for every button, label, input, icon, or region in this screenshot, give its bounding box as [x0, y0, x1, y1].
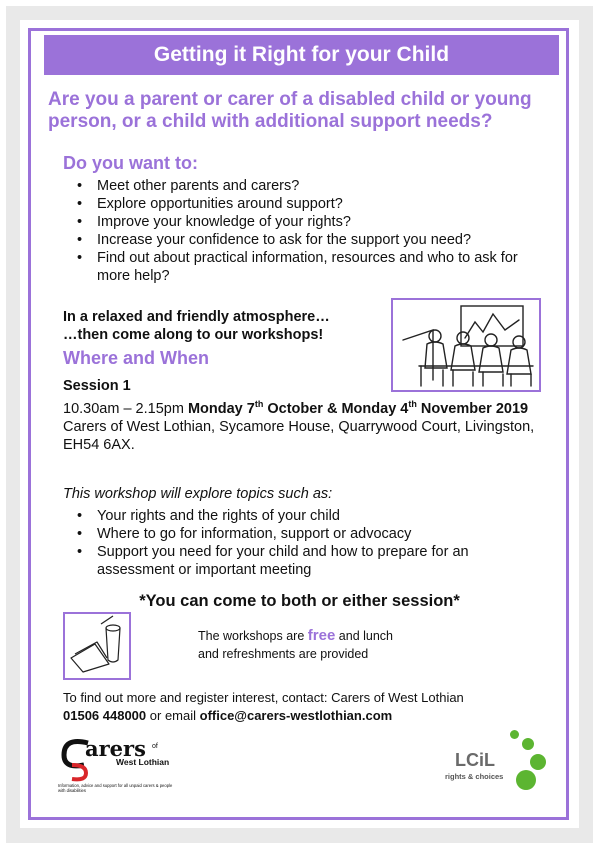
carers-west-lothian-logo	[58, 735, 178, 801]
wants-list	[63, 177, 528, 285]
free-note-line-1: The workshops are free and lunch	[198, 627, 393, 644]
phone-number: 01506 448000	[63, 708, 147, 723]
contact-line: To find out more and register interest, contact: Carers of West Lothian	[63, 690, 464, 705]
session-date-1: Monday 7th October & Monday 4th November 2019	[187, 399, 529, 417]
list-item: • Where to go for information, support or advocacy	[63, 525, 533, 543]
title-banner: Getting it Right for your Child	[44, 35, 559, 75]
contact-info	[63, 689, 464, 725]
list-item: • Your rights and the rights of your child	[63, 507, 533, 525]
lcil-dot-icon	[510, 730, 519, 739]
session-time: 10.30am – 2.15pm	[63, 401, 188, 417]
topics-intro: This workshop will explore topics such as:	[63, 486, 333, 502]
sandwich-and-drink-icon	[65, 614, 129, 678]
carers-logo-name: arers	[85, 736, 146, 761]
email-address[interactable]: office@carers-westlothian.com	[199, 708, 393, 723]
lcil-dot-icon	[516, 770, 536, 790]
list-item: • Meet other parents and carers?	[63, 177, 528, 195]
list-item: • Increase your confidence to ask for the support you need?	[63, 231, 528, 249]
session-address: Carers of West Lothian, Sycamore House, Quarrywood Court, Livingston, EH54 6AX.	[63, 419, 535, 453]
lunch-illustration	[63, 612, 131, 680]
carers-logo-of: of	[152, 743, 158, 750]
lcil-logo-tagline: rights & choices	[445, 772, 504, 781]
free-word: free	[307, 627, 336, 644]
topics-list	[63, 507, 533, 579]
lcil-logo	[440, 728, 550, 798]
list-item: • Find out about practical information, resources and who to ask for more help?	[63, 249, 528, 285]
free-note-line-2: and refreshments are provided	[198, 647, 369, 661]
contact-details: 01506 448000 or email office@carers-westlothian.com	[63, 708, 393, 723]
do-you-want-heading: Do you want to:	[63, 153, 198, 173]
carers-logo-region: West Lothian	[116, 757, 170, 767]
lcil-dot-icon	[522, 738, 534, 750]
invite-line-1: In a relaxed and friendly atmosphere…	[63, 309, 330, 325]
list-item: • Support you need for your child and how to prepare for an assessment or important meeting	[63, 543, 533, 579]
session-details	[63, 377, 553, 454]
lcil-logo-name: LCiL	[455, 750, 495, 770]
list-item: • Explore opportunities around support?	[63, 195, 528, 213]
where-when-heading: Where and When	[63, 348, 210, 368]
invite-text	[63, 308, 330, 344]
session-label: Session 1	[63, 378, 131, 394]
free-note	[198, 627, 393, 663]
lcil-dot-icon	[530, 754, 546, 770]
either-session-note: *You can come to both or either session*	[139, 592, 460, 610]
session-date-line	[63, 395, 553, 418]
headline: Are you a parent or carer of a disabled child or young person, or a child with additional support needs?	[48, 89, 532, 132]
carers-logo-tagline: Information, advice and support for all unpaid carers & people with disabilities	[58, 783, 173, 793]
list-item: • Improve your knowledge of your rights?	[63, 213, 528, 231]
invite-line-2: …then come along to our workshops!	[63, 327, 324, 343]
